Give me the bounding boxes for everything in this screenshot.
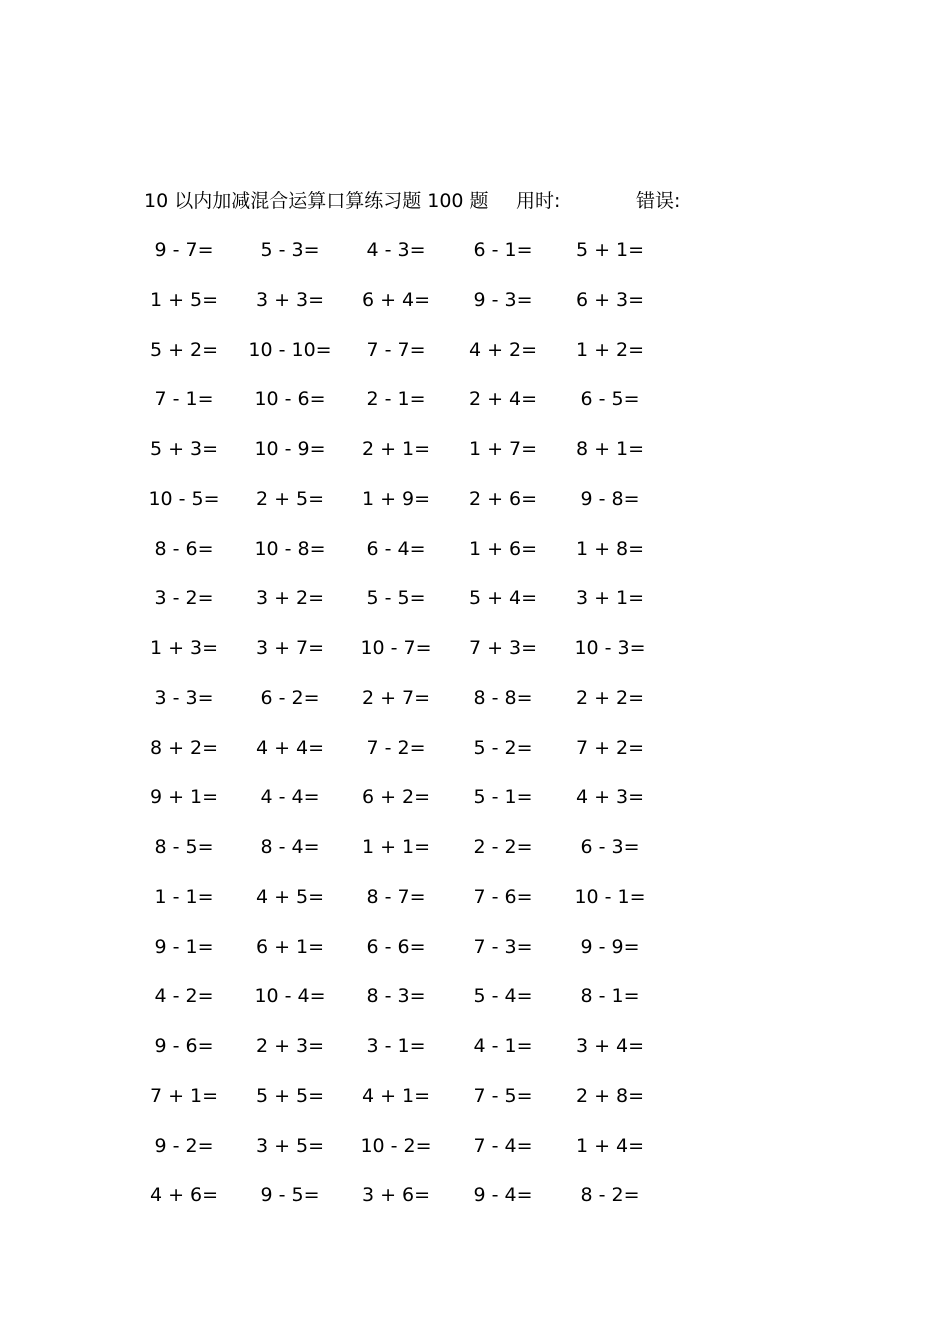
math-problem: 4 - 3= — [366, 239, 426, 261]
math-problem: 2 - 1= — [366, 388, 426, 411]
math-problem: 3 + 5= — [255, 1134, 325, 1157]
problem-row — [0, 236, 950, 286]
problem-row — [0, 385, 950, 435]
math-problem: 3 + 6= — [361, 1184, 431, 1207]
worksheet-title: 10 以内加减混合运算口算练习题 100 题 — [144, 190, 489, 212]
math-problem: 6 - 3= — [580, 836, 640, 858]
math-problem: 3 + 3= — [255, 288, 325, 311]
math-problem: 6 + 1= — [255, 935, 325, 958]
math-problem: 5 - 2= — [473, 736, 533, 759]
math-problem: 5 + 1= — [575, 239, 645, 261]
math-problem: 2 + 5= — [255, 487, 325, 510]
math-problem: 7 - 5= — [473, 1084, 533, 1107]
problem-row — [0, 783, 950, 833]
math-problem: 8 - 3= — [366, 985, 426, 1008]
math-problem: 2 + 3= — [255, 1035, 325, 1057]
math-problem: 2 + 7= — [361, 686, 431, 709]
problem-row — [0, 734, 950, 784]
math-problem: 10 - 8= — [254, 537, 326, 560]
math-problem: 1 + 6= — [468, 537, 538, 560]
math-problem: 5 - 1= — [473, 786, 533, 809]
math-problem: 8 - 2= — [580, 1184, 640, 1207]
math-problem: 6 + 2= — [361, 786, 431, 809]
problem-row — [0, 933, 950, 983]
math-problem: 2 + 1= — [361, 438, 431, 460]
math-problem: 3 - 3= — [154, 686, 214, 709]
math-problem: 10 - 1= — [574, 885, 646, 908]
math-problem: 4 - 1= — [473, 1035, 533, 1057]
math-problem: 7 + 1= — [149, 1084, 219, 1107]
problem-row — [0, 584, 950, 634]
math-problem: 10 - 9= — [254, 438, 326, 460]
math-problem: 7 + 3= — [468, 637, 538, 659]
math-problem: 9 - 6= — [154, 1035, 214, 1057]
math-problem: 3 + 4= — [575, 1035, 645, 1057]
math-problem: 7 - 7= — [366, 338, 426, 361]
math-problem: 7 + 2= — [575, 736, 645, 759]
math-problem: 10 - 4= — [254, 985, 326, 1008]
math-problem: 7 - 2= — [366, 736, 426, 759]
math-problem: 4 + 1= — [361, 1084, 431, 1107]
problem-row — [0, 1032, 950, 1082]
math-problem: 8 - 5= — [154, 836, 214, 858]
math-problem: 1 + 1= — [361, 836, 431, 858]
math-problem: 2 + 6= — [468, 487, 538, 510]
problem-row — [0, 1181, 950, 1231]
problem-row — [0, 1082, 950, 1132]
math-problem: 1 + 7= — [468, 438, 538, 460]
math-problem: 7 - 3= — [473, 935, 533, 958]
problem-row — [0, 684, 950, 734]
math-problem: 4 + 3= — [575, 786, 645, 809]
math-problem: 1 + 3= — [149, 637, 219, 659]
math-problem: 5 + 2= — [149, 338, 219, 361]
math-problem: 8 - 7= — [366, 885, 426, 908]
math-problem: 9 + 1= — [149, 786, 219, 809]
math-problem: 1 + 4= — [575, 1134, 645, 1157]
math-problem: 10 - 2= — [360, 1134, 432, 1157]
math-problem: 3 + 2= — [255, 587, 325, 610]
math-problem: 10 - 6= — [254, 388, 326, 411]
math-problem: 7 - 6= — [473, 885, 533, 908]
problem-row — [0, 982, 950, 1032]
math-problem: 4 - 2= — [154, 985, 214, 1008]
math-problem: 9 - 8= — [580, 487, 640, 510]
math-problem: 4 + 2= — [468, 338, 538, 361]
math-problem: 6 - 6= — [366, 935, 426, 958]
error-count-label: 错误: — [636, 190, 681, 212]
math-problem: 9 - 2= — [154, 1134, 214, 1157]
math-problem: 9 - 7= — [154, 239, 214, 261]
math-problem: 8 - 6= — [154, 537, 214, 560]
math-problem: 6 + 4= — [361, 288, 431, 311]
math-problem: 1 + 9= — [361, 487, 431, 510]
math-problem: 9 - 9= — [580, 935, 640, 958]
problem-row — [0, 883, 950, 933]
math-problem: 2 + 2= — [575, 686, 645, 709]
math-problem: 1 + 8= — [575, 537, 645, 560]
math-problem: 9 - 1= — [154, 935, 214, 958]
math-problem: 9 - 3= — [473, 288, 533, 311]
math-problem: 6 - 4= — [366, 537, 426, 560]
math-problem: 5 + 4= — [468, 587, 538, 610]
math-problem: 10 - 10= — [248, 338, 332, 361]
math-problem: 7 - 4= — [473, 1134, 533, 1157]
math-problem: 10 - 3= — [574, 637, 646, 659]
math-problem: 4 + 6= — [149, 1184, 219, 1207]
problem-row — [0, 833, 950, 883]
math-problem: 5 + 5= — [255, 1084, 325, 1107]
math-problem: 8 + 1= — [575, 438, 645, 460]
math-problem: 4 + 5= — [255, 885, 325, 908]
math-problem: 2 + 8= — [575, 1084, 645, 1107]
problem-row — [0, 286, 950, 336]
math-problem: 8 - 1= — [580, 985, 640, 1008]
math-problem: 5 - 5= — [366, 587, 426, 610]
math-problem: 5 - 4= — [473, 985, 533, 1008]
math-problem: 6 - 1= — [473, 239, 533, 261]
math-problem: 1 - 1= — [154, 885, 214, 908]
time-used-label: 用时: — [516, 190, 561, 212]
problem-row — [0, 1132, 950, 1182]
math-problem: 3 + 1= — [575, 587, 645, 610]
math-problem: 5 + 3= — [149, 438, 219, 460]
problem-row — [0, 485, 950, 535]
problem-grid — [0, 236, 950, 1231]
math-problem: 3 - 1= — [366, 1035, 426, 1057]
problem-row — [0, 634, 950, 684]
math-problem: 5 - 3= — [260, 239, 320, 261]
problem-row — [0, 336, 950, 386]
math-problem: 6 - 5= — [580, 388, 640, 411]
math-problem: 4 - 4= — [260, 786, 320, 809]
math-problem: 7 - 1= — [154, 388, 214, 411]
math-problem: 8 - 8= — [473, 686, 533, 709]
math-problem: 9 - 4= — [473, 1184, 533, 1207]
math-problem: 10 - 7= — [360, 637, 432, 659]
math-problem: 10 - 5= — [148, 487, 220, 510]
math-problem: 1 + 2= — [575, 338, 645, 361]
math-problem: 6 - 2= — [260, 686, 320, 709]
math-problem: 4 + 4= — [255, 736, 325, 759]
math-problem: 3 + 7= — [255, 637, 325, 659]
math-problem: 1 + 5= — [149, 288, 219, 311]
math-problem: 8 - 4= — [260, 836, 320, 858]
problem-row — [0, 435, 950, 485]
problem-row — [0, 535, 950, 585]
worksheet-header — [144, 186, 784, 216]
math-problem: 9 - 5= — [260, 1184, 320, 1207]
math-problem: 2 + 4= — [468, 388, 538, 411]
math-problem: 2 - 2= — [473, 836, 533, 858]
math-problem: 8 + 2= — [149, 736, 219, 759]
math-problem: 3 - 2= — [154, 587, 214, 610]
math-problem: 6 + 3= — [575, 288, 645, 311]
